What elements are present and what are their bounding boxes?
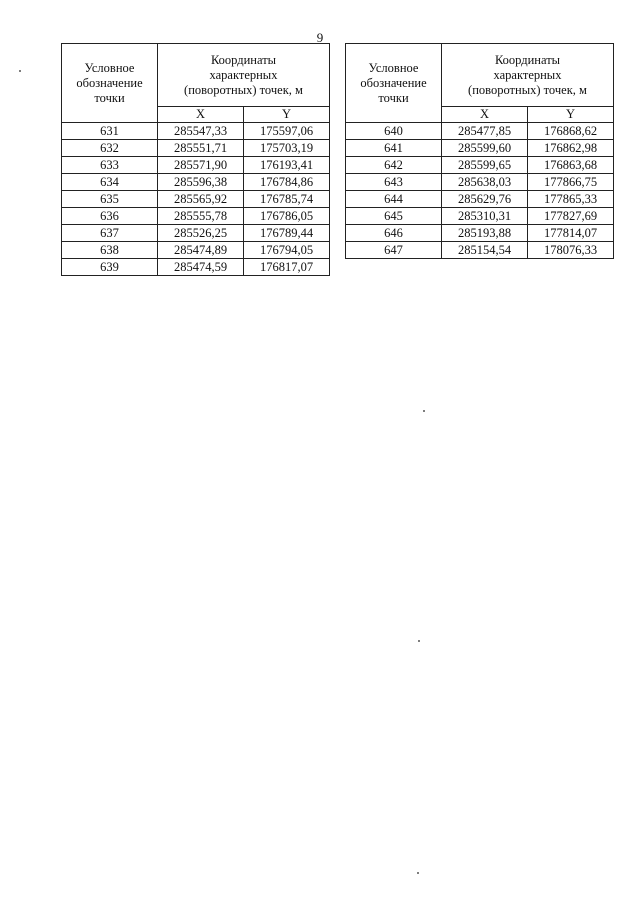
table-row <box>62 225 330 242</box>
point-code-cell: 635 <box>62 191 158 208</box>
y-coordinate-cell: 175597,06 <box>244 123 330 140</box>
table-row <box>62 191 330 208</box>
point-code-cell: 645 <box>346 208 442 225</box>
table-row <box>346 242 614 259</box>
point-code-cell: 631 <box>62 123 158 140</box>
x-coordinate-cell: 285555,78 <box>158 208 244 225</box>
scan-speck <box>19 70 21 72</box>
y-coordinate-cell: 177865,33 <box>528 191 614 208</box>
x-coordinate-cell: 285477,85 <box>442 123 528 140</box>
x-coordinate-cell: 285565,92 <box>158 191 244 208</box>
x-coordinate-cell: 285629,76 <box>442 191 528 208</box>
y-coordinate-cell: 175703,19 <box>244 140 330 157</box>
table-row <box>346 123 614 140</box>
y-coordinate-cell: 177814,07 <box>528 225 614 242</box>
point-code-cell: 637 <box>62 225 158 242</box>
y-coordinate-cell: 177866,75 <box>528 174 614 191</box>
point-code-cell: 638 <box>62 242 158 259</box>
table-row <box>346 157 614 174</box>
y-column-header: Y <box>244 107 330 123</box>
table-row <box>62 242 330 259</box>
table-row <box>346 191 614 208</box>
coordinates-header: Координаты характерных (поворотных) точек, м <box>442 44 614 107</box>
point-code-cell: 647 <box>346 242 442 259</box>
x-column-header: X <box>442 107 528 123</box>
table-row <box>346 174 614 191</box>
point-code-cell: 632 <box>62 140 158 157</box>
x-coordinate-cell: 285310,31 <box>442 208 528 225</box>
table-row <box>62 140 330 157</box>
x-coordinate-cell: 285551,71 <box>158 140 244 157</box>
table-row <box>62 157 330 174</box>
x-column-header: X <box>158 107 244 123</box>
y-coordinate-cell: 176193,41 <box>244 157 330 174</box>
x-coordinate-cell: 285596,38 <box>158 174 244 191</box>
x-coordinate-cell: 285154,54 <box>442 242 528 259</box>
table-row <box>62 123 330 140</box>
scan-speck <box>418 640 420 642</box>
point-code-header: Условное обозначение точки <box>62 44 158 123</box>
table-row <box>62 259 330 276</box>
x-coordinate-cell: 285193,88 <box>442 225 528 242</box>
point-code-cell: 646 <box>346 225 442 242</box>
page-number: 9 <box>316 30 324 45</box>
y-coordinate-cell: 178076,33 <box>528 242 614 259</box>
point-code-cell: 644 <box>346 191 442 208</box>
table-row <box>62 174 330 191</box>
y-coordinate-cell: 176817,07 <box>244 259 330 276</box>
table-body-right <box>346 123 614 259</box>
point-code-cell: 641 <box>346 140 442 157</box>
scan-speck <box>423 410 425 412</box>
table-row <box>346 208 614 225</box>
table-row <box>62 208 330 225</box>
x-coordinate-cell: 285547,33 <box>158 123 244 140</box>
x-coordinate-cell: 285599,60 <box>442 140 528 157</box>
point-code-cell: 636 <box>62 208 158 225</box>
point-code-cell: 642 <box>346 157 442 174</box>
y-coordinate-cell: 176862,98 <box>528 140 614 157</box>
y-coordinate-cell: 176794,05 <box>244 242 330 259</box>
scan-speck <box>417 872 419 874</box>
y-column-header: Y <box>528 107 614 123</box>
x-coordinate-cell: 285571,90 <box>158 157 244 174</box>
coordinates-header: Координаты характерных (поворотных) точек, м <box>158 44 330 107</box>
x-coordinate-cell: 285474,59 <box>158 259 244 276</box>
table-body-left <box>62 123 330 276</box>
y-coordinate-cell: 176789,44 <box>244 225 330 242</box>
y-coordinate-cell: 176863,68 <box>528 157 614 174</box>
x-coordinate-cell: 285599,65 <box>442 157 528 174</box>
point-code-cell: 640 <box>346 123 442 140</box>
point-code-cell: 643 <box>346 174 442 191</box>
x-coordinate-cell: 285526,25 <box>158 225 244 242</box>
point-code-header: Условное обозначение точки <box>346 44 442 123</box>
x-coordinate-cell: 285638,03 <box>442 174 528 191</box>
coordinates-table-left <box>61 43 330 276</box>
x-coordinate-cell: 285474,89 <box>158 242 244 259</box>
point-code-cell: 639 <box>62 259 158 276</box>
point-code-cell: 633 <box>62 157 158 174</box>
table-row <box>346 140 614 157</box>
coordinates-table-right <box>345 43 614 259</box>
y-coordinate-cell: 177827,69 <box>528 208 614 225</box>
y-coordinate-cell: 176786,05 <box>244 208 330 225</box>
y-coordinate-cell: 176784,86 <box>244 174 330 191</box>
point-code-cell: 634 <box>62 174 158 191</box>
y-coordinate-cell: 176868,62 <box>528 123 614 140</box>
y-coordinate-cell: 176785,74 <box>244 191 330 208</box>
table-row <box>346 225 614 242</box>
